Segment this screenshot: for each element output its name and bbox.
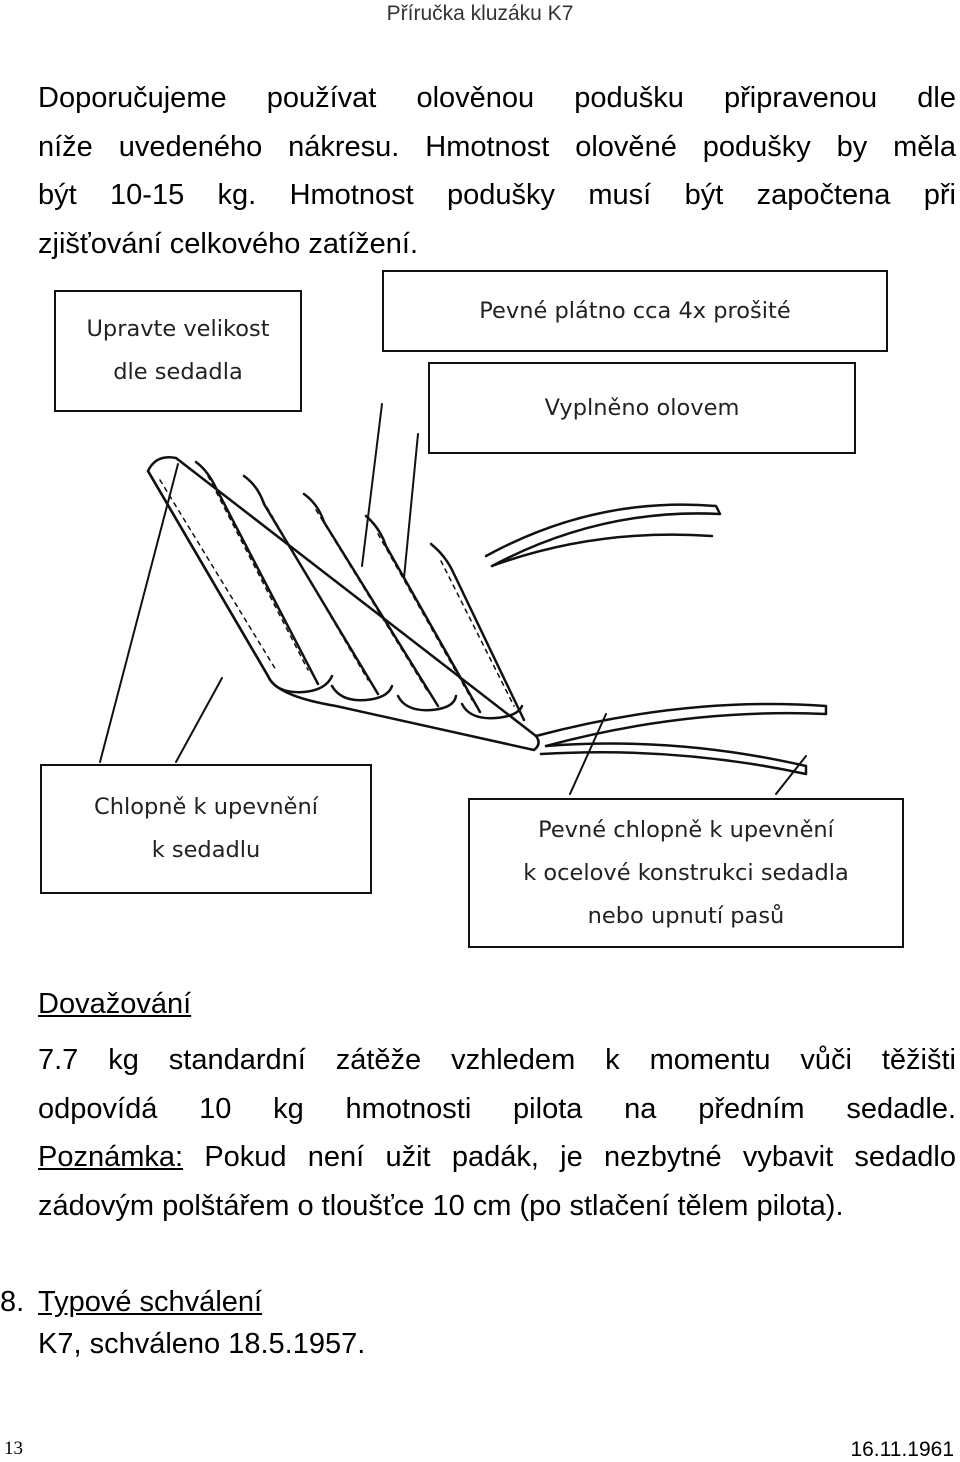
lower-strap xyxy=(536,704,826,746)
leader-line xyxy=(100,464,178,762)
note-text: Pokud není užit padák, je nezbytné vybavit sedadlo xyxy=(183,1141,956,1173)
intro-line: zjišťování celkového zatížení. xyxy=(38,227,419,260)
cushion-segment xyxy=(196,462,318,684)
label-line: k ocelové konstrukci sedadla xyxy=(523,859,849,886)
ballast-line: odpovídá 10 kg hmotnosti pilota na předním sedadle. xyxy=(38,1092,956,1125)
label-fabric xyxy=(382,270,888,352)
label-line: Pevné plátno cca 4x prošité xyxy=(479,297,791,324)
intro-line: níže uvedeného nákresu. Hmotnost olověné podušky by měla xyxy=(38,130,956,163)
cushion-roll xyxy=(268,676,332,692)
leader-line xyxy=(362,404,382,566)
label-line: Vyplněno olovem xyxy=(544,394,740,421)
section-8-heading xyxy=(0,1278,262,1326)
label-lead xyxy=(428,362,856,454)
label-flaps-seat xyxy=(40,764,372,894)
note-line xyxy=(38,1133,956,1182)
section-number: 8. xyxy=(0,1286,25,1318)
note-line: zádovým polštářem o tloušťce 10 cm (po stlačení tělem pilota). xyxy=(38,1189,844,1222)
label-line: nebo upnutí pasů xyxy=(587,902,785,929)
leader-line xyxy=(404,434,418,578)
cushion-segment xyxy=(148,471,268,676)
cushion-diagram xyxy=(36,266,908,962)
cushion-segment xyxy=(244,476,378,694)
cushion-roll xyxy=(398,696,456,710)
approval-text: K7, schváleno 18.5.1957. xyxy=(38,1328,366,1360)
label-adjust-size xyxy=(54,290,302,412)
intro-line: Doporučujeme používat olověnou podušku připravenou dle xyxy=(38,82,956,114)
stitch-line xyxy=(441,561,514,706)
ballast-paragraph xyxy=(38,1036,956,1230)
label-line: k sedadlu xyxy=(151,837,261,863)
intro-paragraph xyxy=(38,74,956,268)
label-line: Pevné chlopně k upevnění xyxy=(538,816,834,843)
footer-date: 16.11.1961 xyxy=(850,1438,954,1461)
cushion-roll xyxy=(462,704,522,718)
cushion-roll xyxy=(332,686,392,700)
ballast-line: 7.7 kg standardní zátěže vzhledem k momentu vůči těžišti xyxy=(38,1044,956,1076)
page-header-title: Příručka kluzáku K7 xyxy=(386,2,574,25)
leader-line xyxy=(176,678,222,762)
label-line: Upravte velikost xyxy=(86,316,270,342)
label-line: dle sedadla xyxy=(113,359,243,385)
note-label: Poznámka: xyxy=(38,1141,184,1173)
label-flaps-frame xyxy=(468,798,904,948)
intro-line: být 10-15 kg. Hmotnost podušky musí být započtena při xyxy=(38,179,956,211)
page-number: 13 xyxy=(4,1438,23,1459)
ballast-heading: Dovažování xyxy=(38,988,192,1020)
label-line: Chlopně k upevnění xyxy=(93,794,319,820)
section-title: Typové schválení xyxy=(38,1286,263,1318)
